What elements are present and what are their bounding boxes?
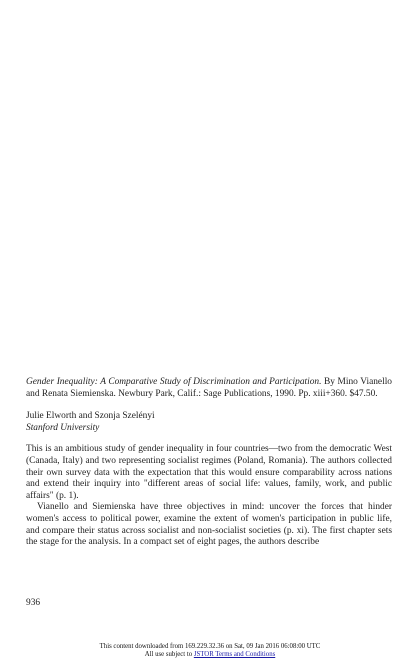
page-number: 936: [26, 598, 41, 608]
review-body: [26, 444, 392, 548]
footer-terms-line: [0, 651, 420, 659]
download-footer: [0, 643, 420, 660]
book-review: [26, 377, 392, 549]
reviewer-block: [26, 411, 392, 434]
footer-terms-prefix: All use subject to: [144, 651, 194, 659]
review-paragraph-2: Vianello and Siemienska have three objectives in mind: uncover the forces that hinder women's access to political power, examine the extent of women's participation in public life, and compare their status across socialist and non-socialist societies (p. xi). The first chapter sets the stage for the analysis. In a compact set of eight pages, the authors describe: [26, 502, 392, 548]
review-paragraph-1: This is an ambitious study of gender inequality in four countries—two from the democratic West (Canada, Italy) and two representing socialist regimes (Poland, Romania). The authors collected their own survey data with the expectation that this would ensure comparability across nations and extend their inquiry into "different areas of social life: values, family, work, and public affairs" (p. 1).: [26, 444, 392, 501]
reviewer-affiliation: Stanford University: [26, 422, 100, 433]
book-title: Gender Inequality: A Comparative Study of Discrimination and Participation.: [26, 377, 322, 387]
book-citation: [26, 377, 392, 400]
footer-download-line: This content downloaded from 169.229.32.36 on Sat, 09 Jan 2016 06:08:00 UTC: [99, 643, 321, 650]
book-details: By Mino Vianello and Renata Siemienska. Newbury Park, Calif.: Sage Publications, 1990. Pp. xiii+360. $47.50.: [26, 377, 392, 399]
reviewer-name: Julie Elworth and Szonja Szelényi: [26, 411, 155, 422]
jstor-terms-link[interactable]: JSTOR Terms and Conditions: [193, 651, 276, 659]
